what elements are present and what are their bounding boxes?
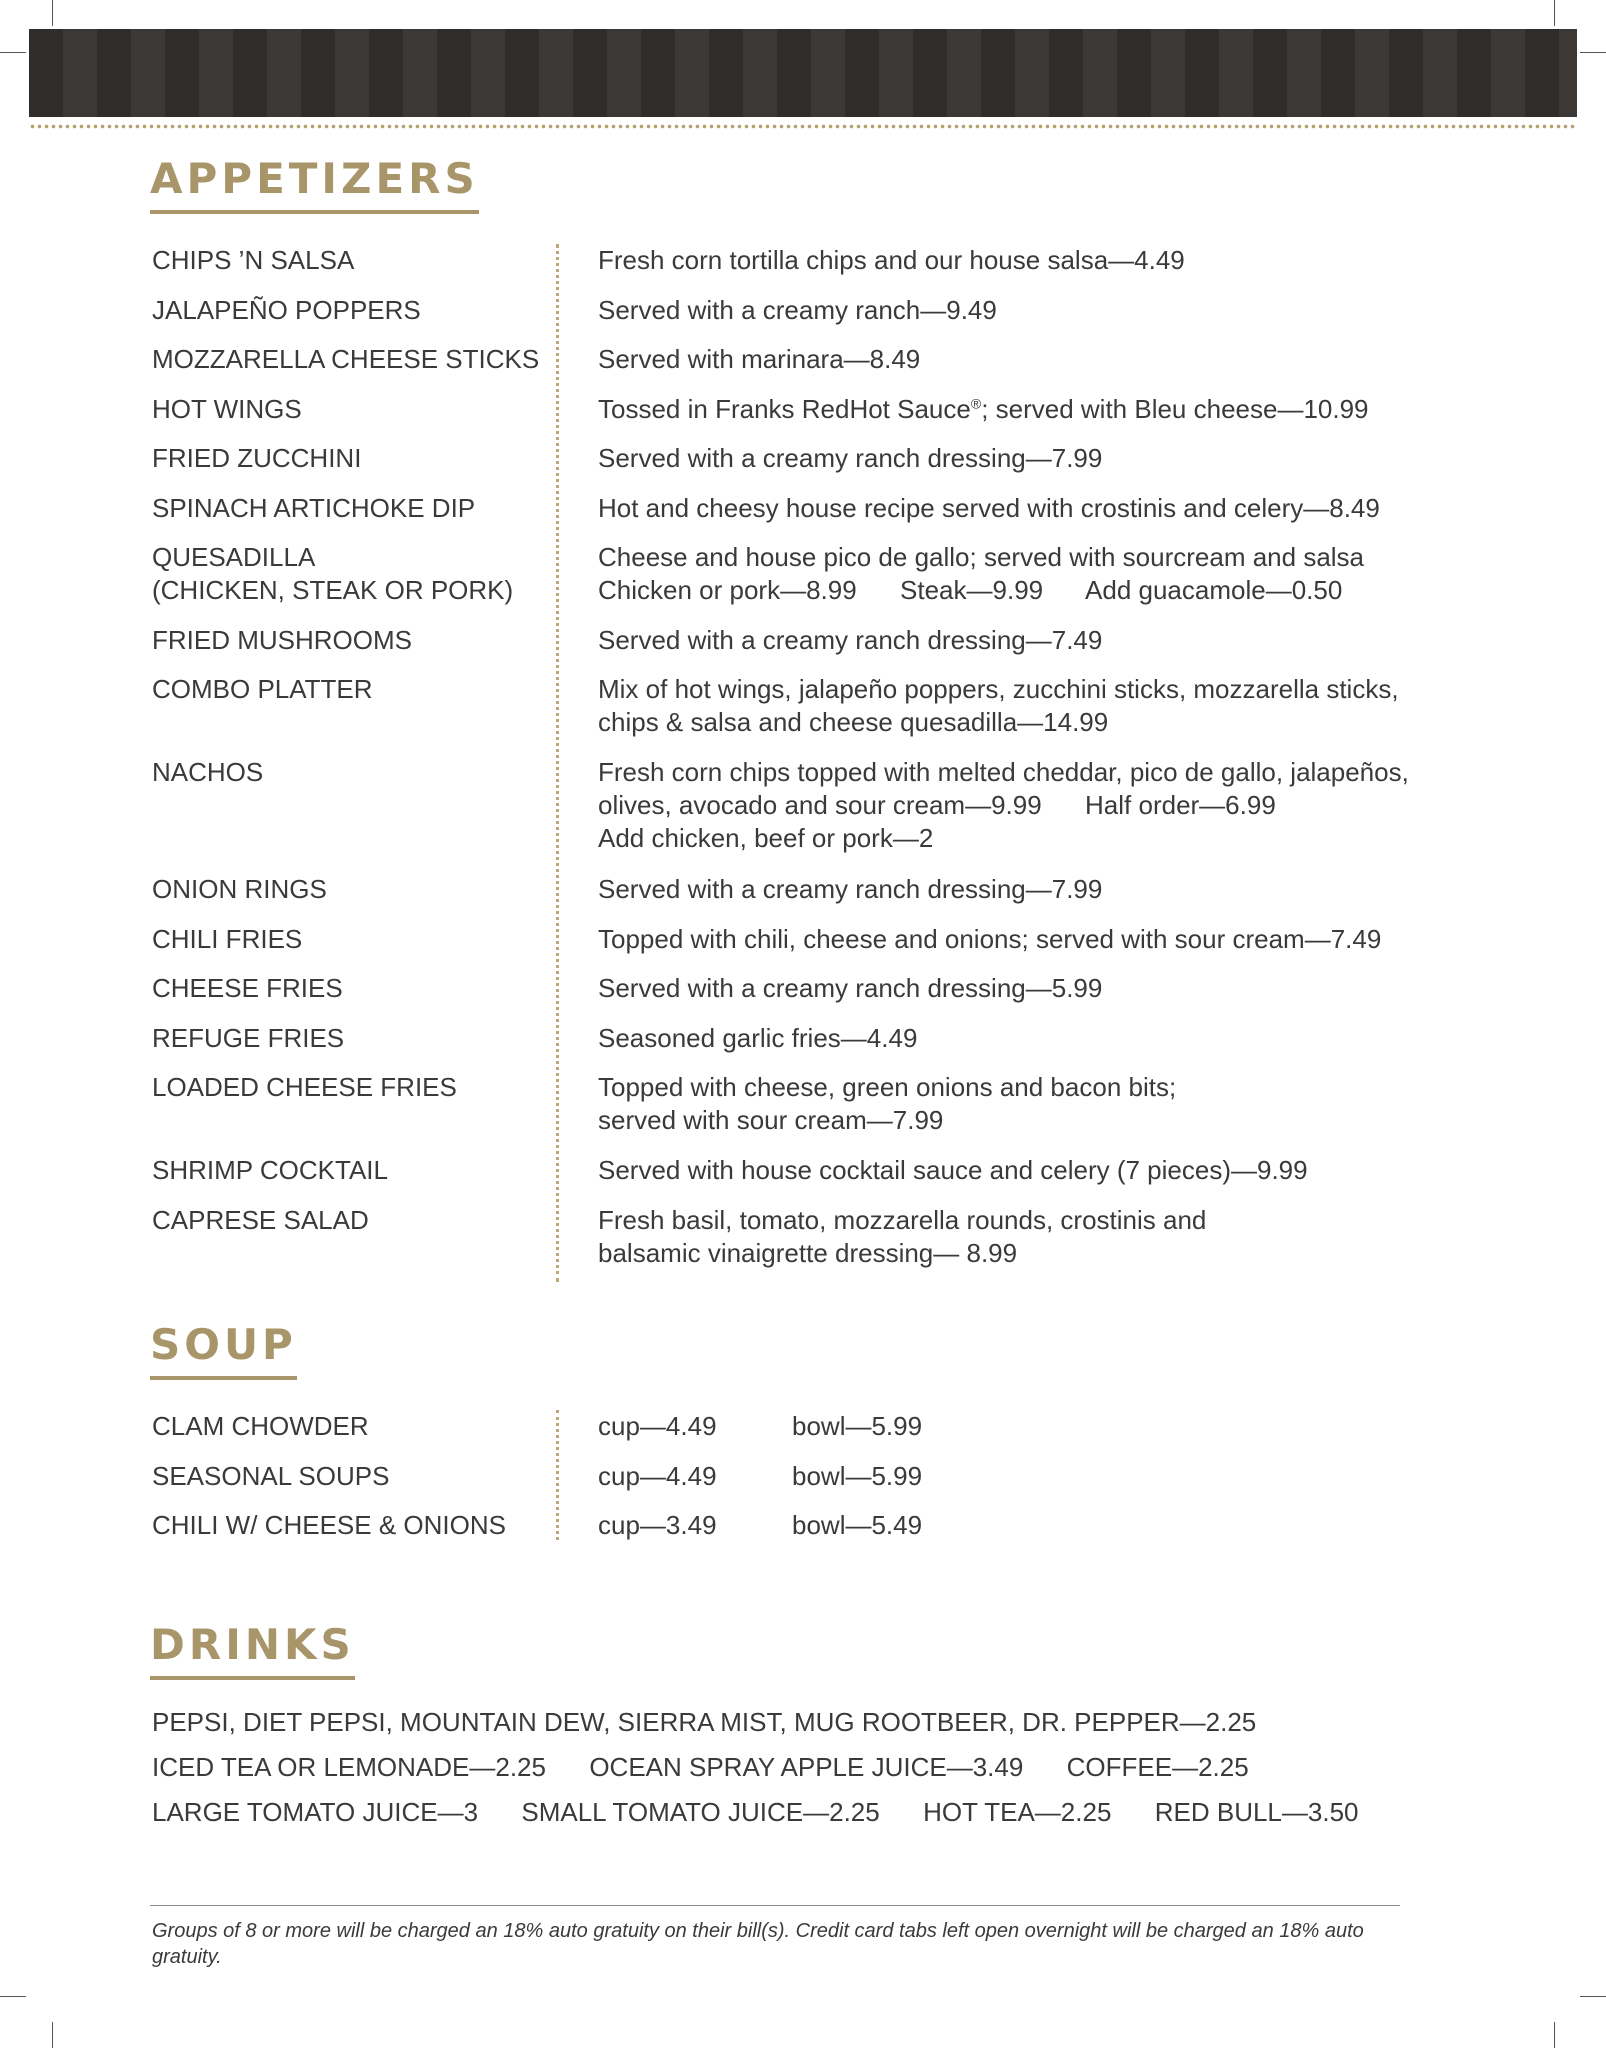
item-description bbox=[598, 492, 1498, 525]
item-name: NACHOS bbox=[152, 757, 264, 787]
item-name: MOZZARELLA CHEESE STICKS bbox=[152, 344, 540, 374]
description-line: Cheese and house pico de gallo; served with sourcream and salsa bbox=[598, 542, 1365, 572]
description-line: Chicken or pork—8.99 Steak—9.99 Add guacamole—0.50 bbox=[598, 575, 1343, 605]
description-line: chips & salsa and cheese quesadilla—14.99 bbox=[598, 707, 1109, 737]
item-name: ONION RINGS bbox=[152, 874, 327, 904]
description-line: Hot and cheesy house recipe served with crostinis and celery—8.49 bbox=[598, 493, 1380, 523]
gratuity-note: Groups of 8 or more will be charged an 18% auto gratuity on their bill(s). Credit card tabs left open overnight will be charged an 18% auto gratuity. bbox=[152, 1920, 1364, 1968]
description-line: olives, avocado and sour cream—9.99 Half order—6.99 bbox=[598, 790, 1276, 820]
description-line: Fresh basil, tomato, mozzarella rounds, crostinis and bbox=[598, 1205, 1207, 1235]
item-description bbox=[598, 541, 1498, 607]
item-description bbox=[598, 244, 1498, 277]
bowl-price: bowl—5.99 bbox=[792, 1461, 923, 1491]
description-line: served with sour cream—7.99 bbox=[598, 1105, 944, 1135]
description-line: Served with a creamy ranch dressing—5.99 bbox=[598, 973, 1103, 1003]
item-description bbox=[598, 1022, 1498, 1055]
item-description bbox=[598, 624, 1498, 657]
item-description bbox=[598, 873, 1498, 906]
appetizers-heading: APPETIZERS bbox=[150, 158, 479, 214]
cup-price: cup—4.49 bbox=[598, 1411, 717, 1441]
crop-mark bbox=[1554, 0, 1555, 26]
item-description bbox=[598, 756, 1498, 855]
item-name: SHRIMP COCKTAIL bbox=[152, 1155, 388, 1185]
crop-mark bbox=[0, 52, 26, 53]
crop-mark bbox=[1580, 1996, 1606, 1997]
item-name: SEASONAL SOUPS bbox=[152, 1461, 390, 1491]
crop-mark bbox=[52, 0, 53, 26]
item-name: CAPRESE SALAD bbox=[152, 1205, 369, 1235]
description-line: Served with a creamy ranch dressing—7.99 bbox=[598, 443, 1103, 473]
drinks-line: ICED TEA OR LEMONADE—2.25 OCEAN SPRAY APPLE JUICE—3.49 COFFEE—2.25 bbox=[152, 1752, 1249, 1782]
description-line: Served with a creamy ranch dressing—7.99 bbox=[598, 874, 1103, 904]
item-name: CLAM CHOWDER bbox=[152, 1411, 369, 1441]
item-description bbox=[598, 343, 1498, 376]
bowl-price: bowl—5.49 bbox=[792, 1510, 923, 1540]
bowl-price: bowl—5.99 bbox=[792, 1411, 923, 1441]
crop-mark bbox=[1554, 2022, 1555, 2048]
item-description bbox=[598, 673, 1498, 739]
description-line: Seasoned garlic fries—4.49 bbox=[598, 1023, 918, 1053]
item-name: REFUGE FRIES bbox=[152, 1023, 345, 1053]
header-banner bbox=[29, 29, 1577, 117]
item-name: CHILI FRIES bbox=[152, 924, 303, 954]
drinks-line: PEPSI, DIET PEPSI, MOUNTAIN DEW, SIERRA MIST, MUG ROOTBEER, DR. PEPPER—2.25 bbox=[152, 1707, 1257, 1737]
item-name: LOADED CHEESE FRIES bbox=[152, 1072, 457, 1102]
description-line: Tossed in Franks RedHot Sauce®; served with Bleu cheese—10.99 bbox=[598, 394, 1369, 424]
description-line: Topped with cheese, green onions and bacon bits; bbox=[598, 1072, 1177, 1102]
drinks-heading: DRINKS bbox=[150, 1624, 355, 1680]
item-description bbox=[598, 923, 1498, 956]
description-line: balsamic vinaigrette dressing— 8.99 bbox=[598, 1238, 1018, 1268]
description-line: Fresh corn chips topped with melted cheddar, pico de gallo, jalapeños, bbox=[598, 757, 1409, 787]
item-name: COMBO PLATTER bbox=[152, 674, 373, 704]
description-line: Fresh corn tortilla chips and our house salsa—4.49 bbox=[598, 245, 1185, 275]
crop-mark bbox=[0, 1996, 26, 1997]
item-name: CHIPS ’N SALSA bbox=[152, 245, 355, 275]
soup-heading: SOUP bbox=[150, 1324, 297, 1380]
description-line: Served with marinara—8.49 bbox=[598, 344, 921, 374]
crop-mark bbox=[52, 2022, 53, 2048]
drinks-line: LARGE TOMATO JUICE—3 SMALL TOMATO JUICE—2.25 HOT TEA—2.25 RED BULL—3.50 bbox=[152, 1797, 1359, 1827]
item-description bbox=[598, 393, 1498, 426]
crop-mark bbox=[1580, 52, 1606, 53]
dotted-divider bbox=[29, 124, 1577, 129]
appetizers-divider bbox=[556, 244, 559, 1282]
item-name: CHEESE FRIES bbox=[152, 973, 343, 1003]
item-name: FRIED ZUCCHINI bbox=[152, 443, 362, 473]
item-description bbox=[598, 442, 1498, 475]
item-description bbox=[598, 972, 1498, 1005]
item-description bbox=[598, 294, 1498, 327]
description-line: Served with a creamy ranch dressing—7.49 bbox=[598, 625, 1103, 655]
cup-price: cup—3.49 bbox=[598, 1510, 717, 1540]
description-line: Served with a creamy ranch—9.49 bbox=[598, 295, 997, 325]
soup-divider bbox=[556, 1410, 559, 1540]
cup-price: cup—4.49 bbox=[598, 1461, 717, 1491]
item-name: SPINACH ARTICHOKE DIP bbox=[152, 493, 476, 523]
item-name: CHILI W/ CHEESE & ONIONS bbox=[152, 1510, 506, 1540]
description-line: Topped with chili, cheese and onions; served with sour cream—7.49 bbox=[598, 924, 1382, 954]
item-description bbox=[598, 1154, 1498, 1187]
footer-divider bbox=[150, 1905, 1400, 1906]
item-name: FRIED MUSHROOMS bbox=[152, 625, 412, 655]
item-description bbox=[598, 1204, 1498, 1270]
description-line: Add chicken, beef or pork—2 bbox=[598, 823, 934, 853]
item-description bbox=[598, 1071, 1498, 1137]
item-name: QUESADILLA (CHICKEN, STEAK OR PORK) bbox=[152, 542, 514, 605]
item-name: JALAPEÑO POPPERS bbox=[152, 295, 421, 325]
item-name: HOT WINGS bbox=[152, 394, 302, 424]
description-line: Mix of hot wings, jalapeño poppers, zucchini sticks, mozzarella sticks, bbox=[598, 674, 1399, 704]
description-line: Served with house cocktail sauce and celery (7 pieces)—9.99 bbox=[598, 1155, 1308, 1185]
